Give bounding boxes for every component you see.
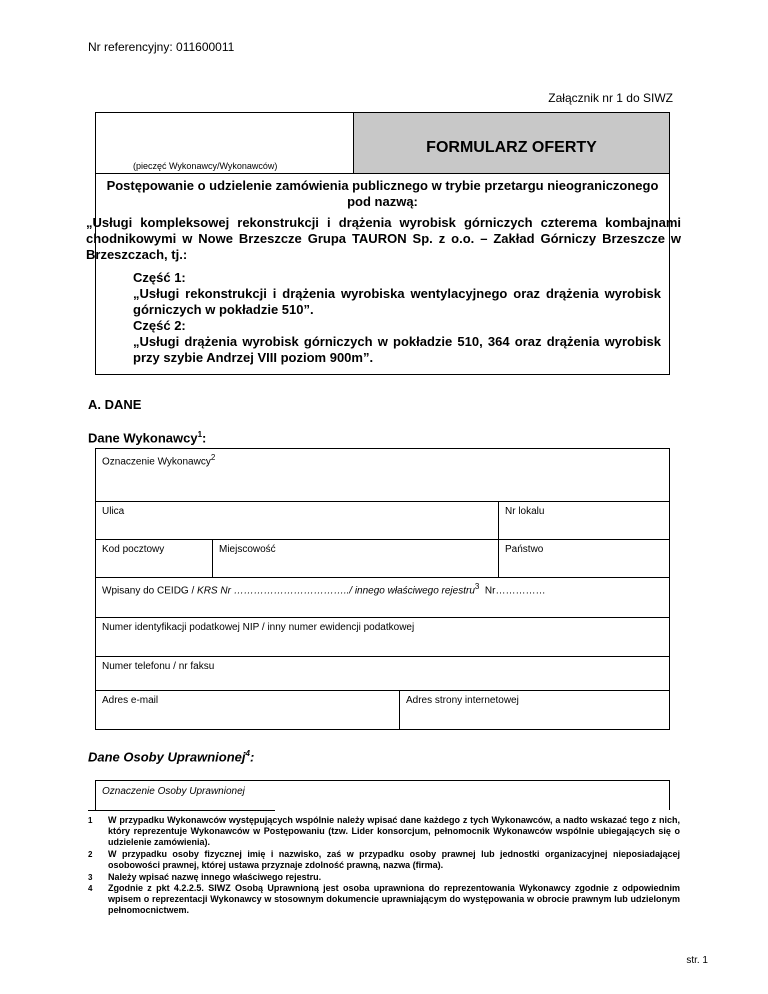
registry-sup: 3 bbox=[474, 582, 480, 591]
part2-text: „Usługi drążenia wyrobisk górniczych w pokładzie 510, 364 oraz drążenia wyrobisk przy szybie Andrzej VIII poziom 900m”. bbox=[133, 334, 661, 365]
street-label: Ulica bbox=[102, 506, 125, 517]
authorized-name-label: Oznaczenie Osoby Uprawnionej bbox=[102, 786, 245, 797]
reference-number: Nr referencyjny: 011600011 bbox=[88, 40, 235, 54]
country-field[interactable] bbox=[498, 540, 669, 577]
procedure-parts bbox=[133, 270, 661, 366]
contractor-heading: Dane Wykonawcy$^1$: bbox=[88, 430, 207, 446]
section-a-heading: A. DANE bbox=[88, 397, 142, 412]
form-title: FORMULARZ OFERTY bbox=[353, 113, 669, 173]
city-field[interactable] bbox=[212, 540, 498, 577]
unit-label: Nr lokalu bbox=[505, 506, 545, 517]
website-label: Adres strony internetowej bbox=[406, 695, 519, 706]
part1-label: Część 1: bbox=[133, 270, 186, 285]
authorized-heading-sup: 4 bbox=[245, 749, 250, 758]
registry-label-3: Nr…………… bbox=[484, 585, 546, 597]
nip-row[interactable] bbox=[96, 618, 669, 657]
footnote-3 bbox=[88, 872, 680, 883]
stamp-label: (pieczęć Wykonawcy/Wykonawców) bbox=[133, 161, 278, 171]
footnote-4 bbox=[88, 883, 680, 916]
part2-label: Część 2: bbox=[133, 318, 186, 333]
unit-field[interactable] bbox=[498, 502, 669, 539]
footnote-3-text: Należy wpisać nazwę innego właściwego rejestru. bbox=[108, 872, 322, 882]
postcode-label: Kod pocztowy bbox=[102, 544, 165, 555]
offer-header bbox=[95, 112, 670, 174]
contractor-name-sup: 2 bbox=[210, 453, 216, 462]
footnote-separator bbox=[88, 810, 275, 811]
city-label: Miejscowość bbox=[219, 544, 276, 555]
website-field[interactable] bbox=[399, 691, 669, 729]
street-field[interactable] bbox=[96, 502, 498, 539]
contractor-name-row[interactable] bbox=[96, 449, 669, 502]
footnote-2-text: W przypadku osoby fizycznej imię i nazwisko, zaś w przypadku osoby prawnej lub jednostki organizacyjnej nieposiadającej osobowości prawnej, której ustawa przyznaje zdolność prawną, nazwa (firma). bbox=[108, 849, 680, 870]
footnote-3-num: 3 bbox=[88, 873, 93, 882]
address-row bbox=[96, 540, 669, 578]
footnote-2 bbox=[88, 849, 680, 871]
footnote-4-num: 4 bbox=[88, 884, 93, 893]
registry-row[interactable] bbox=[96, 578, 669, 618]
country-label: Państwo bbox=[505, 544, 544, 555]
procedure-title: Postępowanie o udzielenie zamówienia publicznego w trybie przetargu nieograniczonego pod nazwą: bbox=[106, 178, 659, 209]
registry-label-1: Wpisany do CEIDG / bbox=[102, 585, 198, 597]
footnote-2-num: 2 bbox=[88, 850, 93, 859]
contractor-name-label: Oznaczenie Wykonawcy bbox=[102, 456, 211, 468]
footnote-4-text: Zgodnie z pkt 4.2.2.5. SIWZ Osobą Uprawnioną jest osoba uprawniona do reprezentowania Wykonawcy zgodnie z odpowiednim wpisem o reprezentacji Wykonawcy w stosownym dokumencie uprawniającym do występowania w obrocie prawnym lub udzielonym pełnomocnictwem. bbox=[108, 883, 680, 915]
contractor-heading-sup: 1 bbox=[197, 430, 203, 439]
contractor-form bbox=[95, 448, 670, 730]
contractor-heading-text: Dane Wykonawcy bbox=[88, 430, 198, 446]
postcode-field[interactable] bbox=[96, 540, 212, 577]
street-row bbox=[96, 502, 669, 540]
procedure-box bbox=[86, 173, 681, 375]
authorized-heading-text: Dane Osoby Uprawnionej bbox=[88, 749, 246, 765]
part1-text: „Usługi rekonstrukcji i drążenia wyrobiska wentylacyjnego oraz drążenia wyrobisk górniczych w pokładzie 510”. bbox=[133, 286, 661, 317]
email-label: Adres e-mail bbox=[102, 695, 159, 706]
email-row bbox=[96, 691, 669, 729]
authorized-heading: Dane Osoby Uprawnionej$^4$: bbox=[88, 749, 255, 765]
nip-label: Numer identyfikacji podatkowej NIP / inny numer ewidencji podatkowej bbox=[102, 622, 415, 633]
page-number: str. 1 bbox=[686, 955, 708, 966]
email-field[interactable] bbox=[96, 691, 399, 729]
footnote-1-num: 1 bbox=[88, 816, 93, 825]
footnote-1-text: W przypadku Wykonawców występujących wspólnie należy wpisać dane każdego z tych Wykonawców, a nadto wskazać tego z nich, który reprezentuje Wykonawców w Postępowaniu (tzw. Lider konsorcjum, pełnomocnik Wykonawców wspólnie ubiegających się o udzielenie zamówienia). bbox=[108, 815, 680, 847]
phone-row[interactable] bbox=[96, 657, 669, 691]
procedure-description: „Usługi kompleksowej rekonstrukcji i drążenia wyrobisk górniczych czterema kombajnami chodnikowymi w Nowe Brzeszcze Grupa TAURON Sp. z o.o. – Zakład Górniczy Brzeszcze w Brzeszczach, tj.: bbox=[86, 215, 681, 262]
footnote-1 bbox=[88, 815, 680, 848]
registry-label-2: KRS Nr ……………………………../ innego właściwego rejestru bbox=[197, 585, 475, 597]
annex-label: Załącznik nr 1 do SIWZ bbox=[548, 91, 673, 105]
authorized-name-field[interactable] bbox=[95, 780, 670, 810]
phone-label: Numer telefonu / nr faksu bbox=[102, 661, 215, 672]
